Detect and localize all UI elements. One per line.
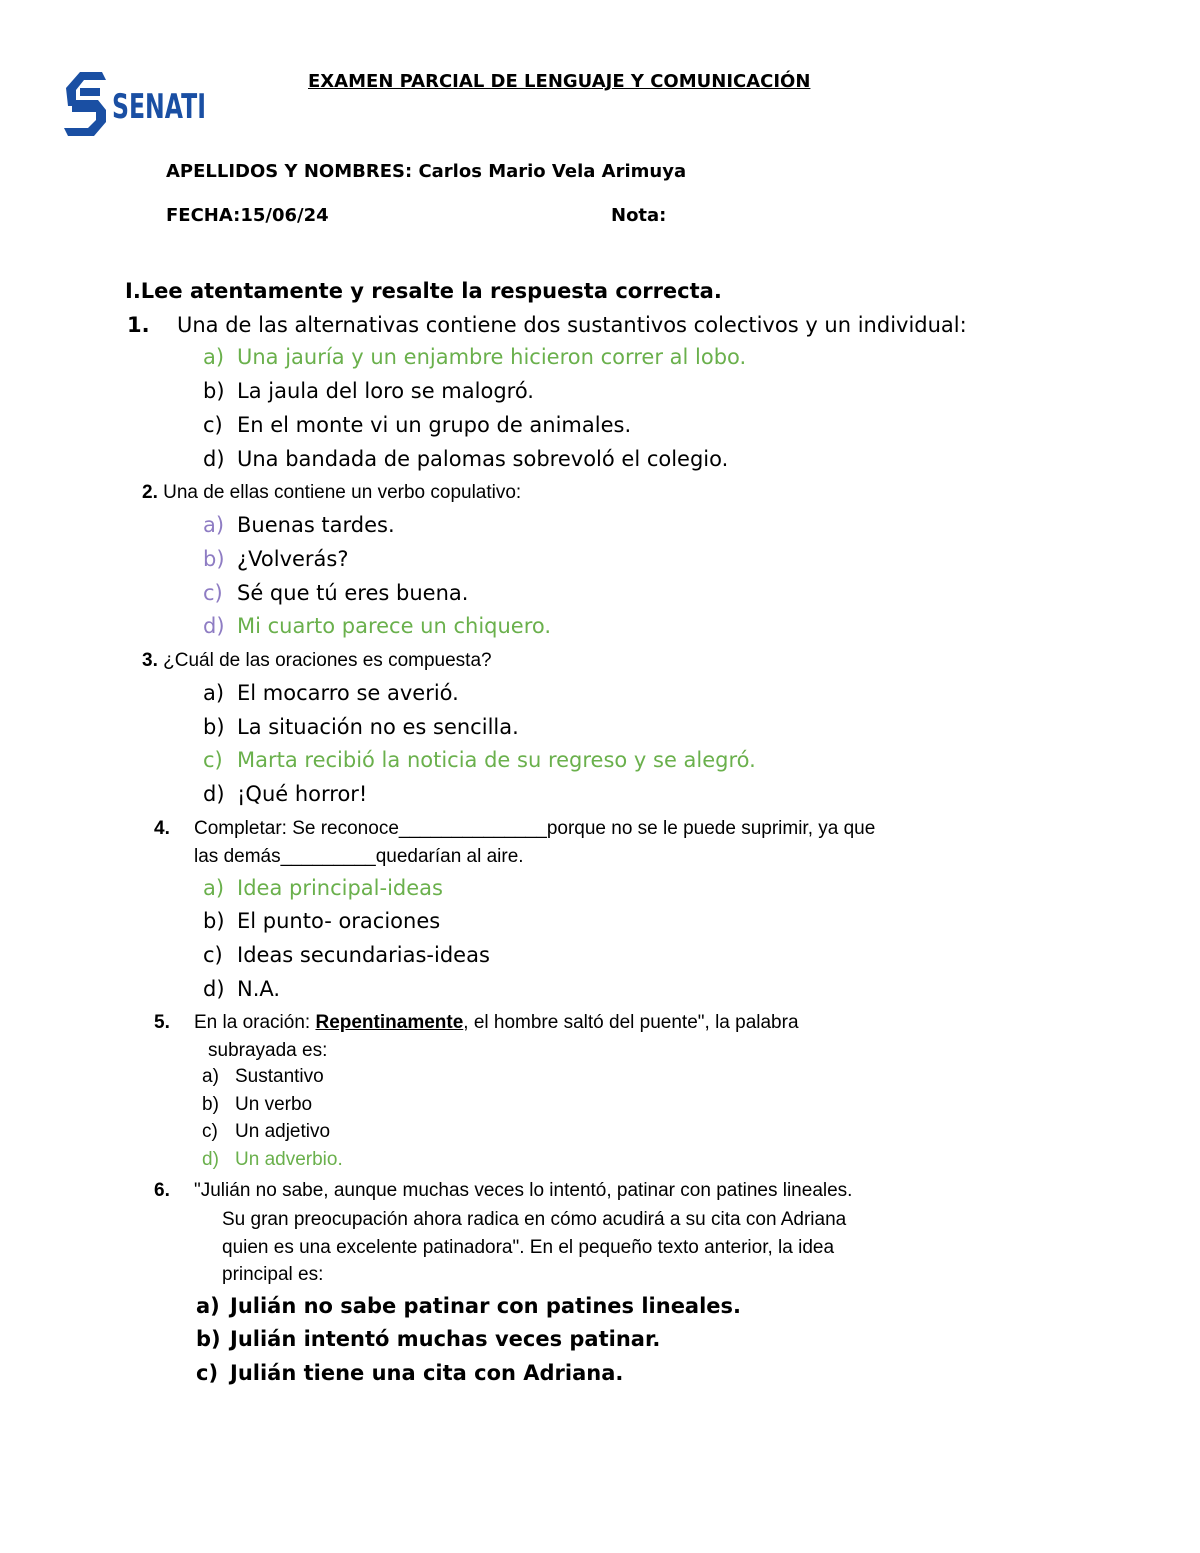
q3-option-d: d) ¡Qué horror! xyxy=(203,782,368,806)
q5-option-a: a) Sustantivo xyxy=(202,1066,324,1087)
question-6-line-3: quien es una excelente patinadora". En el pequeño texto anterior, la idea xyxy=(222,1237,835,1258)
question-5 xyxy=(154,1012,799,1034)
logo-text: SENATI xyxy=(112,87,206,127)
q1-option-a: a) Una jauría y un enjambre hicieron correr al lobo. xyxy=(203,345,747,369)
grade-label: Nota: xyxy=(611,205,667,226)
underlined-word: Repentinamente xyxy=(315,1012,464,1033)
q6-option-a: a) Julián no sabe patinar con patines lineales. xyxy=(196,1294,742,1318)
q5-option-c: c) Un adjetivo xyxy=(202,1121,331,1142)
question-3-text: ¿Cuál de las oraciones es compuesta? xyxy=(163,650,492,671)
name-label: APELLIDOS Y NOMBRES: xyxy=(166,161,413,182)
name-value: Carlos Mario Vela Arimuya xyxy=(418,161,687,182)
question-4 xyxy=(154,818,875,840)
question-4-line-2: las demás_________quedarían al aire. xyxy=(194,846,524,867)
question-6-number: 6. xyxy=(154,1180,170,1201)
section-title: I.Lee atentamente y resalte la respuesta correcta. xyxy=(125,279,722,303)
question-4-number: 4. xyxy=(154,818,170,839)
question-3-number: 3. xyxy=(142,650,158,671)
senati-logo xyxy=(58,66,218,144)
question-2-text: Una de ellas contiene un verbo copulativo: xyxy=(163,482,522,503)
q4-option-b: b) El punto- oraciones xyxy=(203,909,441,933)
q2-option-c: c) Sé que tú eres buena. xyxy=(203,581,469,605)
q2-option-b: b) ¿Volverás? xyxy=(203,547,349,571)
question-2-number: 2. xyxy=(142,482,158,503)
question-1 xyxy=(127,313,967,337)
question-6-line-2: Su gran preocupación ahora radica en cómo acudirá a su cita con Adriana xyxy=(222,1209,847,1230)
q2-option-a: a) Buenas tardes. xyxy=(203,513,395,537)
question-6-line-1: "Julián no sabe, aunque muchas veces lo intentó, patinar con patines lineales. xyxy=(194,1180,853,1201)
question-2 xyxy=(142,482,521,504)
question-1-text: Una de las alternativas contiene dos sustantivos colectivos y un individual: xyxy=(176,313,967,337)
q4-option-c: c) Ideas secundarias-ideas xyxy=(203,943,490,967)
senati-logo-icon xyxy=(58,66,218,144)
q1-option-b: b) La jaula del loro se malogró. xyxy=(203,379,534,403)
q2-option-d: d) Mi cuarto parece un chiquero. xyxy=(203,614,552,638)
question-5-suffix: , el hombre saltó del puente", la palabra xyxy=(463,1012,799,1033)
q3-option-c: c) Marta recibió la noticia de su regreso y se alegró. xyxy=(203,748,756,772)
q1-option-d: d) Una bandada de palomas sobrevoló el colegio. xyxy=(203,447,729,471)
q5-option-b: b) Un verbo xyxy=(202,1094,313,1115)
q5-option-d: d) Un adverbio. xyxy=(202,1149,343,1170)
question-4-line-1: Completar: Se reconoce______________porque no se le puede suprimir, ya que xyxy=(194,818,876,839)
q3-option-a: a) El mocarro se averió. xyxy=(203,681,459,705)
question-5-line-2: subrayada es: xyxy=(208,1040,328,1061)
q6-option-b: b) Julián intentó muchas veces patinar. xyxy=(196,1327,661,1351)
name-row xyxy=(166,161,686,182)
question-3 xyxy=(142,650,492,672)
date-label: FECHA: xyxy=(166,205,241,226)
question-5-prefix: En la oración: xyxy=(194,1012,316,1033)
date-row xyxy=(166,205,329,226)
date-value: 15/06/24 xyxy=(240,205,329,226)
q4-option-d: d) N.A. xyxy=(203,977,281,1001)
q6-option-c: c) Julián tiene una cita con Adriana. xyxy=(196,1361,624,1385)
question-6 xyxy=(154,1180,852,1202)
q4-option-a: a) Idea principal-ideas xyxy=(203,876,443,900)
exam-title: EXAMEN PARCIAL DE LENGUAJE Y COMUNICACIÓN xyxy=(308,71,811,92)
question-1-number: 1. xyxy=(127,313,150,337)
question-5-number: 5. xyxy=(154,1012,170,1033)
q3-option-b: b) La situación no es sencilla. xyxy=(203,715,519,739)
question-6-line-4: principal es: xyxy=(222,1264,324,1285)
q1-option-c: c) En el monte vi un grupo de animales. xyxy=(203,413,632,437)
